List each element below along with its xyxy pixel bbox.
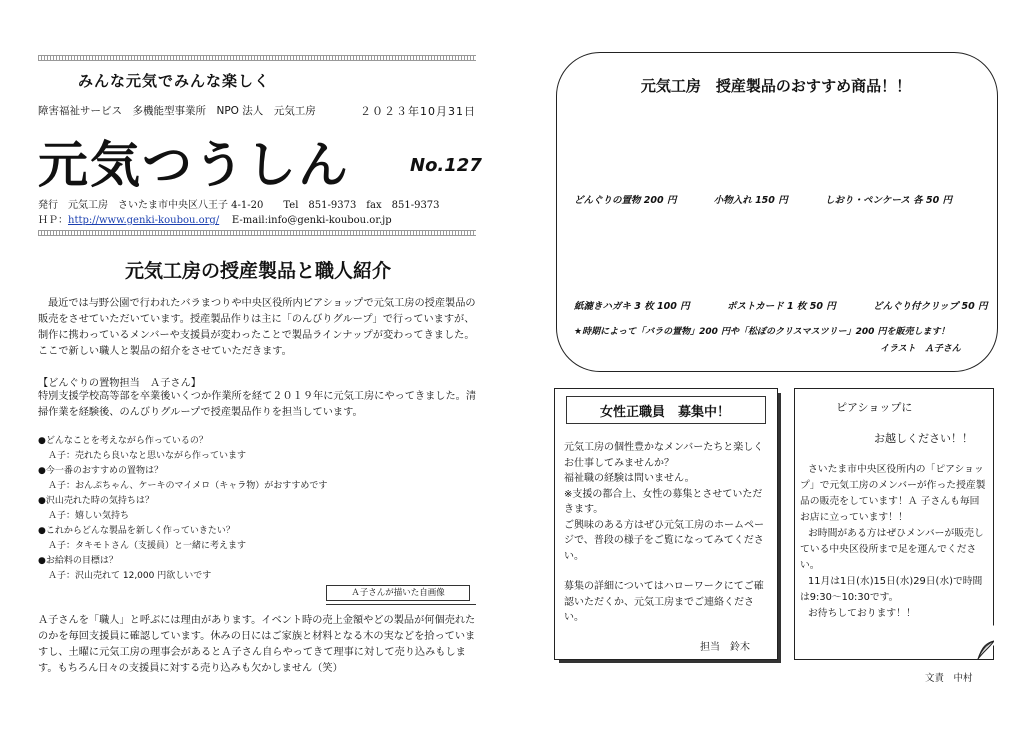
answer: Ａ子：タキモトさん（支援員）と一緒に考えます <box>48 541 247 551</box>
illustration-credit: イラスト Ａ子さん <box>880 344 961 354</box>
job-contact: 担当 鈴木 <box>700 642 750 653</box>
product-item: しおり・ペンケース 各 50 円 <box>825 195 953 206</box>
hp-label: ＨＰ： <box>38 215 68 226</box>
product-item: ポストカード 1 枚 50 円 <box>726 301 836 312</box>
author-credit: 文責 中村 <box>925 673 973 684</box>
shop-text: 11月は1日(水)15日(水)29日(水)で時間は9:30～10:30です。 <box>800 576 983 603</box>
answer: Ａ子：おんぷちゃん、ケーキのマイメロ（キャラ物）がおすすめです <box>48 481 328 491</box>
product-item: どんぐりの置物 200 円 <box>574 195 677 206</box>
publisher-address: 発行 元気工房 さいたま市中央区八王子 4-1-20 Tel 851-9373 fax 851-9373 <box>38 200 440 211</box>
homepage-link[interactable]: http://www.genki-koubou.org/ <box>68 215 220 226</box>
header-divider <box>38 230 476 236</box>
product-item: 小物入れ 150 円 <box>713 195 788 206</box>
email: E-mail:info@genki-koubou.or.jp <box>231 215 392 226</box>
homepage-line <box>38 211 392 226</box>
job-text: 募集の詳細についてはハローワークにてご確認いただくか、元気工房までご連絡ください。 <box>564 581 764 623</box>
question: ●お給料の目標は？ <box>38 556 118 566</box>
answer: Ａ子：沢山売れて 12,000 円欲しいです <box>48 571 212 581</box>
question: ●どんなことを考えながら作っているの？ <box>38 436 208 446</box>
shop-body <box>800 462 988 622</box>
job-title: 女性正職員 募集中！ <box>599 405 730 420</box>
shop-text: お時間がある方はぜひメンバーが販売している中央区役所まで足を運んでください。 <box>800 528 984 571</box>
top-divider <box>38 55 476 61</box>
page-curl-icon <box>960 625 994 659</box>
answer: Ａ子：売れたら良いなと思いながら作っています <box>48 451 247 461</box>
product-row <box>574 298 1022 312</box>
job-text: 元気工房の個性豊かなメンバーたちと楽しくお仕事してみませんか？ <box>564 442 764 469</box>
recommend-title: 元気工房 授産製品のおすすめ商品！！ <box>640 77 912 95</box>
issue-number: No.127 <box>410 155 482 176</box>
shop-heading-1: ピアショップに <box>836 401 913 414</box>
caption-underline <box>326 604 476 605</box>
product-item: 紙漉きハガキ 3 枚 100 円 <box>574 301 690 312</box>
catchphrase: みんな元気でみんな楽しく <box>78 72 271 90</box>
interview-list <box>38 434 478 584</box>
product-item: どんぐり付クリップ 50 円 <box>873 301 988 312</box>
article-closing: Ａ子さんを「職人」と呼ぶには理由があります。イベント時の売上金額やどの製品が何個売れたのかを毎回支援員に確認しています。休みの日にはご家族と材料となる木の実などを拾っていますし、土曜に元気工房の理事会があるとＡ子さん自らやってきて理事に対して売り込みもします。もちろん日々の支援員に対する売り込みも欠かしません（笑） <box>38 615 476 674</box>
job-text: ※支援の都合上、女性の募集とさせていただきます。 <box>564 488 763 515</box>
article-headline: 元気工房の授産製品と職人紹介 <box>124 260 391 282</box>
job-body <box>564 440 766 626</box>
illustration-caption: Ａ子さんが描いた自画像 <box>326 585 470 601</box>
question: ●今一番のおすすめの置物は？ <box>38 466 163 476</box>
shop-text: お待ちしております！！ <box>808 608 916 619</box>
shop-text: さいたま市中央区役所内の「ピアショップ」で元気工房のメンバーが作った授産製品の販売をしています！Ａ 子さんも毎回お店に立っています！！ <box>800 464 986 523</box>
product-row <box>574 192 986 206</box>
job-text: ご興味のある方はぜひ元気工房のホームページで、普段の様子をご覧になってみてください。 <box>564 519 764 562</box>
article-intro: 最近では与野公園で行われたバラまつりや中央区役所内ピアショップで元気工房の授産製品の販売をさせていただいています。授産製品作りは主に「のんびりグループ」で行っていますが、制作に携わっているメンバーや支援員が変わったことで製品ラインナップが変わってきました。ここで新しい職人と製品の紹介をさせていただきます。 <box>38 298 476 357</box>
profile-heading: 【どんぐりの置物担当 Ａ子さん】 <box>38 378 201 389</box>
answer: Ａ子：嬉しい気持ち <box>48 511 130 521</box>
job-text: 福祉職の経験は問いません。 <box>564 473 695 484</box>
question: ●沢山売れた時の気持ちは？ <box>38 496 154 506</box>
organization: 障害福祉サービス 多機能型事業所 NPO 法人 元気工房 <box>38 105 316 117</box>
newsletter-title: 元気つうしん <box>38 136 350 194</box>
question: ●これからどんな製品を新しく作っていきたい？ <box>38 526 235 536</box>
profile-text: 特別支援学校高等部を卒業後いくつか作業所を経て２０１９年に元気工房にやってきました。清掃作業を経験後、のんびりグループで授産製品作りを担当しています。 <box>38 391 477 418</box>
issue-date: ２０２３年10月31日 <box>360 105 476 118</box>
seasonal-note: ★時期によって「バラの置物」200 円や「松ぼのクリスマスツリー」200 円を販売します！ <box>574 327 950 337</box>
shop-heading-2: お越しください！！ <box>874 432 973 445</box>
